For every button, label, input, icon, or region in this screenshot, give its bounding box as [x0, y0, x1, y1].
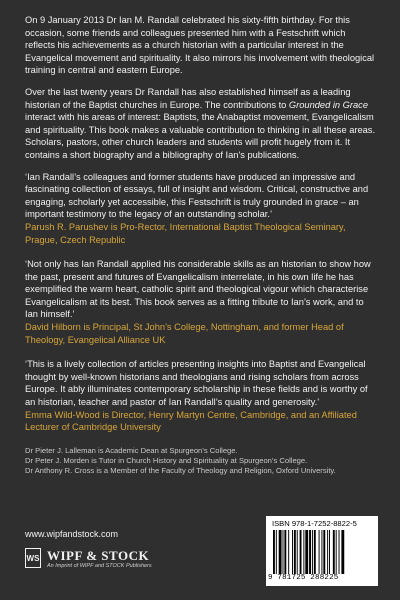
- endorsement-text: ‘Ian Randall’s colleagues and former students have produced an impressive and fascinating collection of essays, full of insight and wisdom. Critical, constructive and engaging, scholarly yet accessible, this Festschrift is truly grounded in grace – an important testimony to the legacy of an outstanding scholar.’: [25, 171, 369, 220]
- isbn-barcode: [266, 516, 378, 586]
- barcode-digits: 9 781725 288225: [268, 574, 339, 582]
- book-title-italic: Grounded in Grace: [288, 99, 368, 110]
- endorsement-attribution: Parush R. Parushev is Pro-Rector, International Baptist Theological Seminary, Prague, Czech Republic: [25, 221, 346, 245]
- publisher-name: WIPF & STOCK: [47, 548, 150, 563]
- endorsement-quote: [25, 358, 377, 434]
- blurb-paragraph-2-end: interact with his areas of interest: Baptists, the Anabaptist movement, Evangelicalism and spirituality. This book makes a valuable contribution to thinking in all these areas. Scholars, pastors, other church leaders and students will profit hugely from it. It contains a short biography and a bibliography of Ian's publications.: [25, 112, 376, 160]
- blurb-paragraph-1: On 9 January 2013 Dr Ian M. Randall celebrated his sixty-fifth birthday. For this occasion, some friends and colleagues presented him with a Festschrift which reflects his achievements as a church historian with a particular interest in the Evangelical movement and spirituality. It also mirrors his involvement with theological training in central and eastern Europe.: [25, 15, 375, 76]
- publisher-url: www.wipfandstock.com: [25, 529, 119, 539]
- endorsement-quote: [25, 258, 377, 346]
- blurb-paragraph-2-start: Over the last twenty years Dr Randall has also established himself as a leading historian of the Baptist churches in Europe. The contributions to: [25, 86, 351, 110]
- publisher-logo: [25, 548, 175, 572]
- endorsement-text: ‘This is a lively collection of articles presenting insights into Baptist and Evangelical thought by well-known historians and theologians and rising scholars from across Europe. It ably illuminates contemporary scholarship in these fields and is worthy of an historian, teacher and pastor of Ian Randall’s quality and generosity.’: [25, 359, 368, 408]
- blurb-paragraph-2: [25, 86, 377, 162]
- isbn-label: ISBN 978-1-7252-8822-5: [272, 519, 357, 528]
- blurb-text-block: [25, 14, 377, 476]
- endorsement-text: ‘Not only has Ian Randall applied his considerable skills as an historian to show how the past, present and futures of Evangelicalism interrelate, in his own life he has exemplified the warm heart, catholic spirit and theological vigour which characterise Evangelicalism at its best. This book serves as a fitting tribute to Ian’s work, and to Ian himself.’: [25, 259, 371, 320]
- endorsement-quote: [25, 171, 377, 247]
- publisher-mark-icon: WS: [25, 548, 41, 568]
- endorsement-attribution: Emma Wild-Wood is Director, Henry Martyn Centre, Cambridge, and an Affiliated Lecturer of Cambridge University: [25, 409, 357, 433]
- editor-bio: Dr Pieter J. Lalleman is Academic Dean at Spurgeon’s College.: [25, 445, 238, 455]
- editor-bios: [25, 446, 377, 477]
- barcode-bars-icon: [272, 530, 372, 574]
- editor-bio: Dr Anthony R. Cross is a Member of the Faculty of Theology and Religion, Oxford University.: [25, 466, 336, 476]
- publisher-tagline: An Imprint of WIPF and STOCK Publishers: [47, 563, 152, 569]
- endorsement-attribution: David Hilborn is Principal, St John’s College, Nottingham, and former Head of Theology, Evangelical Alliance UK: [25, 322, 344, 345]
- editor-bio: Dr Peter J. Morden is Tutor in Church History and Spirituality at Spurgeon’s College.: [25, 456, 308, 466]
